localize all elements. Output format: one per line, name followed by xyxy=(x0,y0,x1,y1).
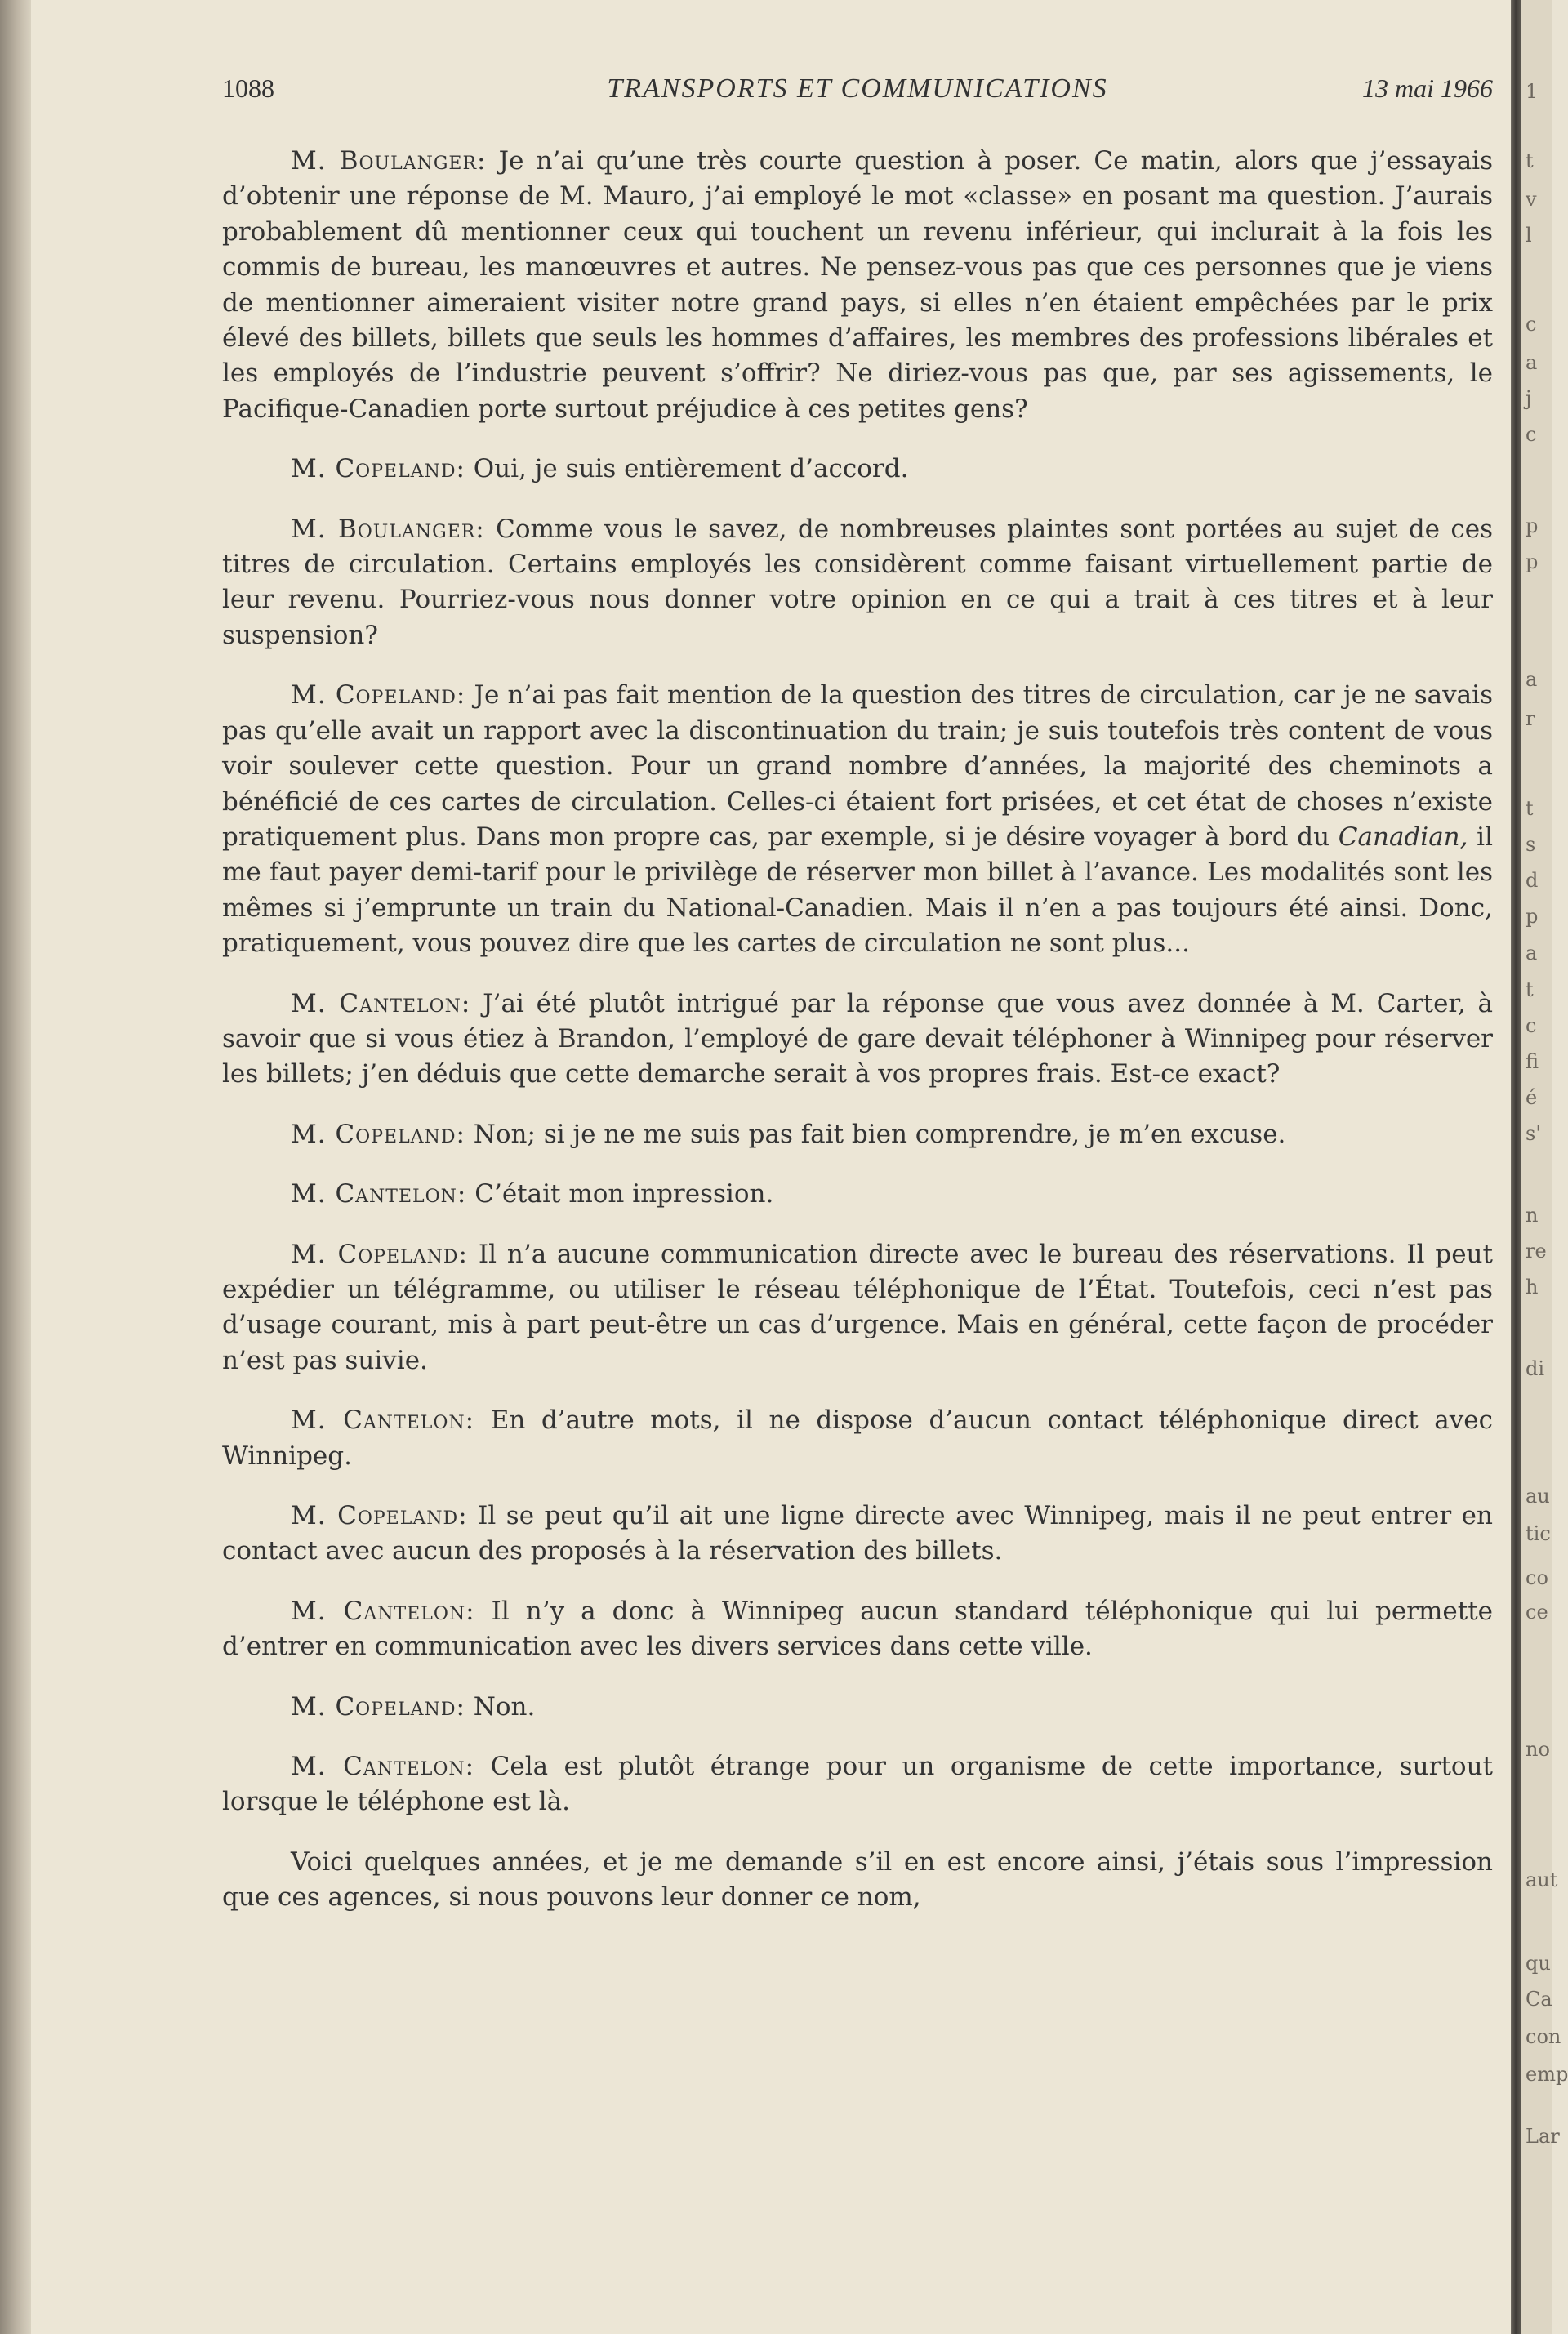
edge-fragment: s' xyxy=(1526,1122,1541,1145)
speaker: M. Copeland: xyxy=(291,680,466,710)
page-number: 1088 xyxy=(222,73,274,103)
edge-fragment: s xyxy=(1526,833,1536,856)
edge-fragment: d xyxy=(1526,869,1539,892)
edge-fragment: l xyxy=(1526,224,1532,247)
paragraph xyxy=(222,1594,1493,1665)
speaker: M. Cantelon: xyxy=(291,1405,475,1436)
paragraph xyxy=(222,1749,1493,1820)
paragraph xyxy=(222,1403,1493,1474)
edge-fragment: p xyxy=(1526,550,1539,573)
speech: C’était mon inpression. xyxy=(466,1179,774,1209)
edge-fragment: no xyxy=(1526,1738,1550,1761)
speaker: M. Copeland: xyxy=(291,1501,468,1530)
speaker: M. Copeland: xyxy=(291,1239,468,1269)
paragraph xyxy=(222,452,1493,487)
speaker: M. Cantelon: xyxy=(291,988,471,1018)
edge-fragment: qu xyxy=(1526,1952,1551,1975)
edge-fragment: re xyxy=(1526,1240,1547,1263)
edge-fragment: emp xyxy=(1526,2063,1568,2086)
speech: Cela est plutôt étrange pour un organisme de cette importance, surtout lorsque le téléphone est là. xyxy=(222,1752,1493,1817)
speaker: M. Cantelon: xyxy=(291,1596,475,1626)
edge-fragment: Lar xyxy=(1526,2125,1560,2148)
speaker: M. Cantelon: xyxy=(291,1179,467,1209)
running-title: TRANSPORTS ET COMMUNICATIONS xyxy=(607,73,1108,104)
speech: Non. xyxy=(465,1691,536,1722)
speech: Il n’a aucune communication directe avec le bureau des réservations. Il peut expédier un télégramme, ou utiliser le réseau téléphonique de l’État. Toutefois, ceci n’est pas d’usage courant, mis à part peut-être un cas d’urgence. Mais en général, cette façon de procéder n’est pas suivie. xyxy=(222,1239,1493,1375)
speaker: M. Boulanger: xyxy=(291,146,487,176)
edge-fragment: 1 xyxy=(1526,80,1539,103)
edge-fragment: Ca xyxy=(1526,1988,1552,2011)
paragraph xyxy=(222,1690,1493,1725)
header-date: 13 mai 1966 xyxy=(1362,73,1493,103)
edge-fragment: j xyxy=(1526,387,1532,410)
edge-fragment: é xyxy=(1526,1086,1538,1109)
edge-fragment: p xyxy=(1526,514,1539,537)
next-page-edge xyxy=(1521,0,1568,2334)
speaker: M. Copeland: xyxy=(291,1119,466,1149)
train-name: Canadian, xyxy=(1338,822,1468,852)
edge-fragment: h xyxy=(1526,1276,1539,1298)
paragraph xyxy=(222,512,1493,654)
speech: Je n’ai pas fait mention de la question des titres de circulation, car je ne savais pas qu’elle avait un rapport avec la discontinuation du train; je suis toutefois très content de vous voir soulever cette question. Pour un grand nombre d’années, la majorité des cheminots a bénéficié de ces cartes de circulation. Celles-ci étaient fort prisées, et cet état de choses n’existe pratiquement plus. Dans mon propre cas, par exemple, si je désire voyager à bord du xyxy=(222,680,1493,852)
edge-fragment: co xyxy=(1526,1566,1548,1589)
paragraph xyxy=(222,1499,1493,1570)
edge-fragment: t xyxy=(1526,149,1534,172)
speech: Oui, je suis entièrement d’accord. xyxy=(465,454,909,484)
paragraph xyxy=(222,1237,1493,1379)
speech-continued: il me faut payer demi-tarif pour le privilège de réserver mon billet à l’avance. Les modalités sont les mêmes si j’emprunte un train du National-Canadien. Mais il n’en a pas toujours été ainsi. Donc, pratiquement, vous pouvez dire que les cartes de circulation ne sont plus... xyxy=(222,822,1493,959)
edge-fragment: c xyxy=(1526,423,1537,446)
edge-fragment: au xyxy=(1526,1485,1550,1508)
body-text xyxy=(222,144,1493,1940)
edge-fragment: r xyxy=(1526,707,1535,730)
speech: Il se peut qu’il ait une ligne directe avec Winnipeg, mais il ne peut entrer en contact avec aucun des proposés à la réservation des billets. xyxy=(222,1501,1493,1566)
edge-fragment: di xyxy=(1526,1357,1545,1380)
edge-fragment: tic xyxy=(1526,1522,1551,1545)
edge-fragment: ce xyxy=(1526,1601,1548,1624)
speech: J’ai été plutôt intrigué par la réponse que vous avez donnée à M. Carter, à savoir que si vous étiez à Brandon, l’employé de gare devait téléphoner à Winnipeg pour réserver les billets; j’en déduis que cette demarche serait à vos propres frais. Est-ce exact? xyxy=(222,988,1493,1089)
paragraph xyxy=(222,1117,1493,1152)
edge-fragment: a xyxy=(1526,942,1538,964)
speaker: M. Cantelon: xyxy=(291,1752,475,1782)
speaker: M. Copeland: xyxy=(291,1691,466,1722)
speech: En d’autre mots, il ne dispose d’aucun contact téléphonique direct avec Winnipeg. xyxy=(222,1405,1493,1471)
edge-fragment: t xyxy=(1526,797,1534,820)
edge-fragment: aut xyxy=(1526,1869,1558,1891)
speech: Comme vous le savez, de nombreuses plaintes sont portées au sujet de ces titres de circulation. Certains employés les considèrent comme faisant virtuellement partie de leur revenu. Pourriez-vous nous donner votre opinion en ce qui a trait à ces titres et à leur suspension? xyxy=(222,514,1493,650)
edge-fragment: c xyxy=(1526,1014,1537,1037)
binding-gutter xyxy=(1511,0,1521,2334)
edge-fragment: v xyxy=(1526,188,1537,211)
edge-fragment: n xyxy=(1526,1204,1539,1227)
speech: Je n’ai qu’une très courte question à poser. Ce matin, alors que j’essayais d’obtenir une réponse de M. Mauro, j’ai employé le mot «classe» en posant ma question. J’aurais probablement dû mentionner ceux qui touchent un revenu inférieur, qui inclurait à la fois les commis de bureau, les manœuvres et autres. Ne pensez-vous pas que ces personnes que je viens de mentionner aimeraient visiter notre grand pays, si elles n’en étaient empêchées par le prix élevé des billets, billets que seuls les hommes d’affaires, les membres des professions libérales et les employés de l’industrie peuvent s’offrir? Ne diriez-vous pas que, par ses agissements, le Pacifique-Canadien porte surtout préjudice à ces petites gens? xyxy=(222,146,1493,424)
paragraph xyxy=(222,1177,1493,1212)
paragraph xyxy=(222,1845,1493,1916)
paragraph xyxy=(222,144,1493,427)
speech: Voici quelques années, et je me demande s’il en est encore ainsi, j’étais sous l’impression que ces agences, si nous pouvons leur donner ce nom, xyxy=(222,1846,1493,1913)
speech: Non; si je ne me suis pas fait bien comprendre, je m’en excuse. xyxy=(465,1119,1286,1149)
paragraph xyxy=(222,678,1493,961)
running-header xyxy=(222,69,1493,114)
paragraph xyxy=(222,987,1493,1093)
edge-fragment: a xyxy=(1526,668,1538,691)
speaker: M. Copeland: xyxy=(291,454,466,484)
binding-edge-left xyxy=(0,0,31,2334)
edge-fragment: c xyxy=(1526,313,1537,336)
edge-fragment: fi xyxy=(1526,1050,1539,1073)
edge-fragment: a xyxy=(1526,351,1538,374)
edge-fragment: con xyxy=(1526,2025,1561,2048)
edge-fragment: t xyxy=(1526,978,1534,1001)
speaker: M. Boulanger: xyxy=(291,514,485,544)
speech: Il n’y a donc à Winnipeg aucun standard téléphonique qui lui permette d’entrer en communication avec les divers services dans cette ville. xyxy=(222,1596,1493,1662)
edge-fragment: p xyxy=(1526,905,1539,928)
